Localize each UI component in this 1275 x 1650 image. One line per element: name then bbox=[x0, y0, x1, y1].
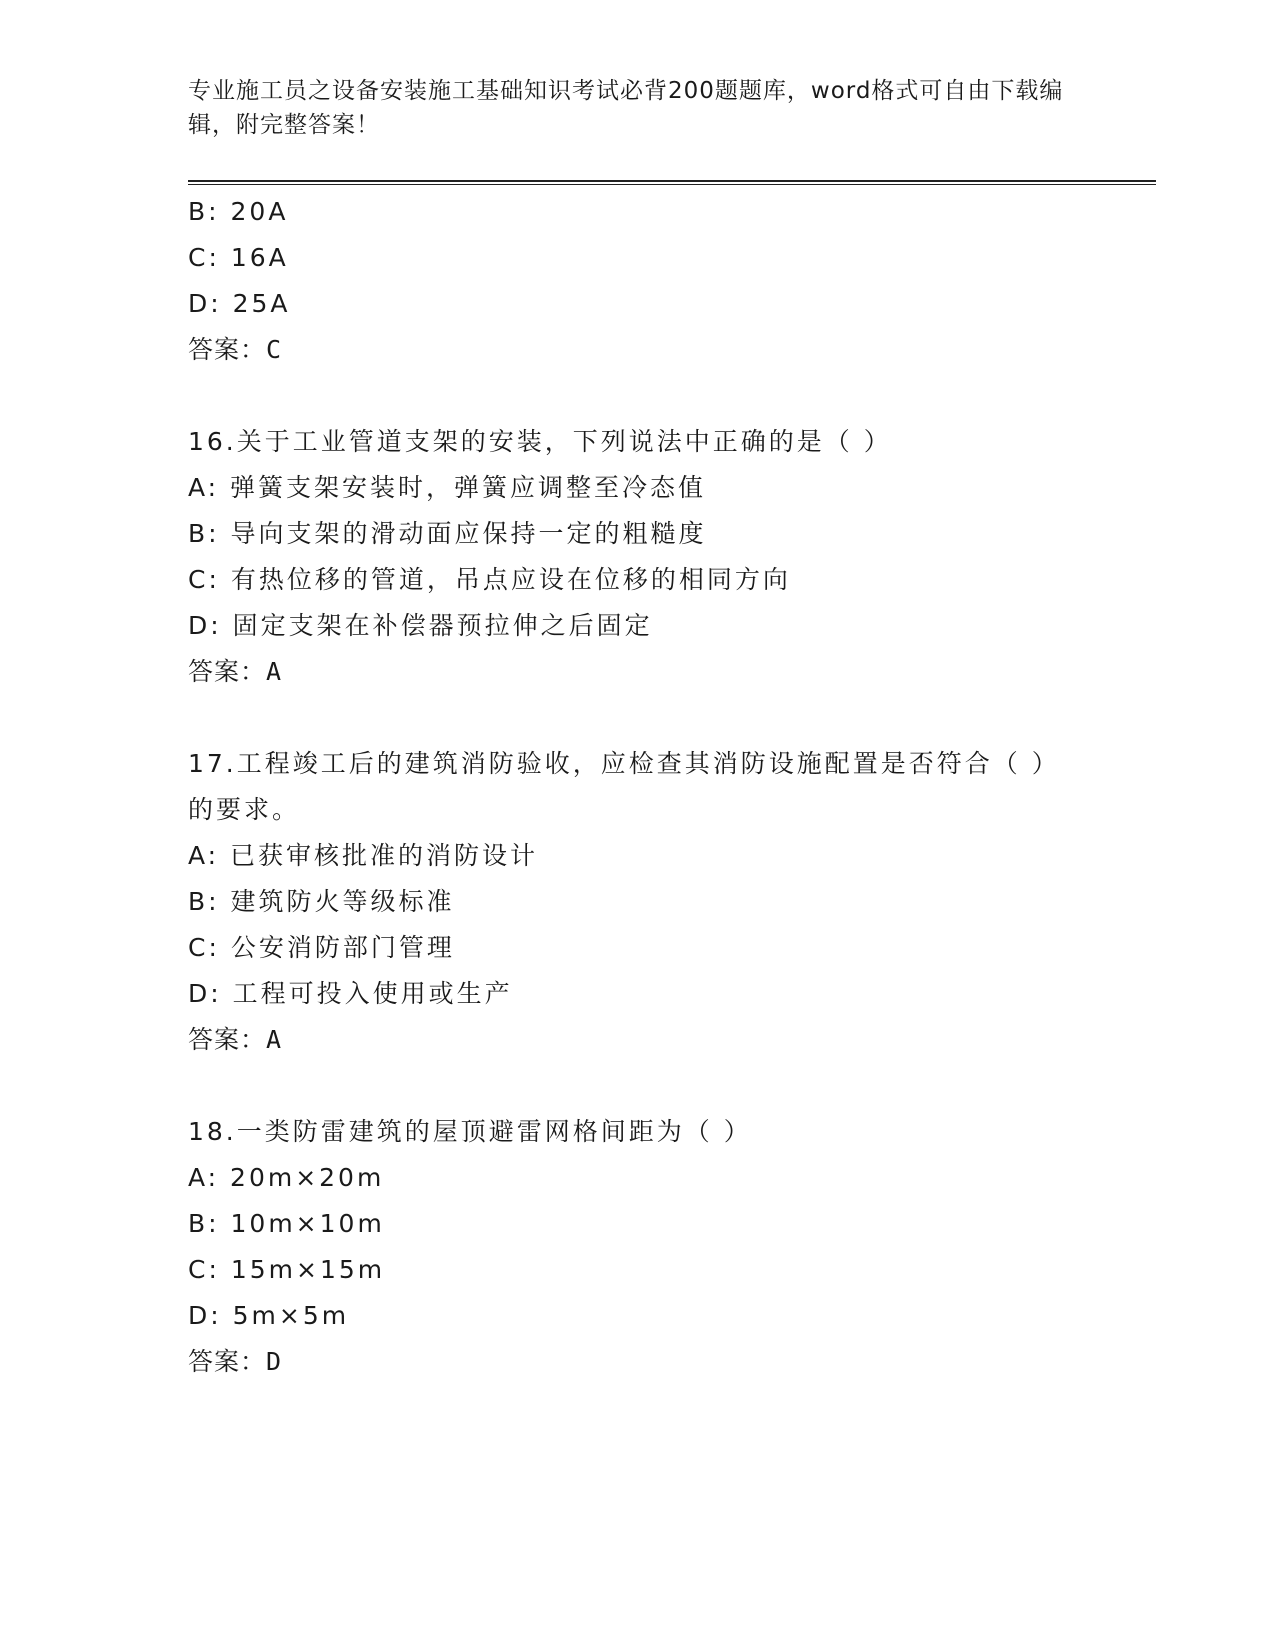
question-17 bbox=[188, 741, 1108, 1063]
option-c: C: 公安消防部门管理 bbox=[188, 933, 455, 962]
header-divider bbox=[188, 180, 1156, 185]
option-c: C: 有热位移的管道，吊点应设在位移的相同方向 bbox=[188, 565, 791, 594]
answer-value: A bbox=[266, 657, 282, 686]
question-spacer bbox=[188, 1063, 1108, 1109]
option-d: D: 固定支架在补偿器预拉伸之后固定 bbox=[188, 611, 653, 640]
answer-line bbox=[188, 327, 1108, 373]
answer-value: D bbox=[266, 1347, 282, 1376]
answer-label: 答案： bbox=[188, 657, 267, 686]
question-stem: 16.关于工业管道支架的安装，下列说法中正确的是（ ） bbox=[188, 427, 892, 456]
question-list bbox=[188, 189, 1108, 1385]
option-a: A: 20m×20m bbox=[188, 1163, 385, 1192]
answer-label: 答案： bbox=[188, 335, 267, 364]
question-spacer bbox=[188, 695, 1108, 741]
option-b: B: 导向支架的滑动面应保持一定的粗糙度 bbox=[188, 519, 707, 548]
header-title: 专业施工员之设备安装施工基础知识考试必背200题题库，word格式可自由下载编辑，附完整答案！ bbox=[188, 78, 1064, 138]
option-d: D: 25A bbox=[188, 289, 291, 318]
option-b: B: 20A bbox=[188, 197, 289, 226]
answer-value: A bbox=[266, 1025, 282, 1054]
question-18 bbox=[188, 1109, 1108, 1385]
option-c: C: 15m×15m bbox=[188, 1255, 386, 1284]
option-c: C: 16A bbox=[188, 243, 289, 272]
option-b: B: 10m×10m bbox=[188, 1209, 385, 1238]
option-a: A: 弹簧支架安装时，弹簧应调整至冷态值 bbox=[188, 473, 707, 502]
option-d: D: 5m×5m bbox=[188, 1301, 350, 1330]
document-header bbox=[188, 74, 1088, 142]
answer-line bbox=[188, 1339, 1108, 1385]
question-stem: 18.一类防雷建筑的屋顶避雷网格间距为（ ） bbox=[188, 1117, 752, 1146]
question-stem: 17.工程竣工后的建筑消防验收，应检查其消防设施配置是否符合（ ）的要求。 bbox=[188, 749, 1048, 824]
answer-value: C bbox=[266, 335, 282, 364]
answer-label: 答案： bbox=[188, 1347, 267, 1376]
option-b: B: 建筑防火等级标准 bbox=[188, 887, 455, 916]
question-16 bbox=[188, 419, 1108, 695]
question-15-tail bbox=[188, 189, 1108, 373]
question-spacer bbox=[188, 373, 1108, 419]
answer-label: 答案： bbox=[188, 1025, 267, 1054]
option-d: D: 工程可投入使用或生产 bbox=[188, 979, 513, 1008]
answer-line bbox=[188, 1017, 1108, 1063]
option-a: A: 已获审核批准的消防设计 bbox=[188, 841, 539, 870]
answer-line bbox=[188, 649, 1108, 695]
